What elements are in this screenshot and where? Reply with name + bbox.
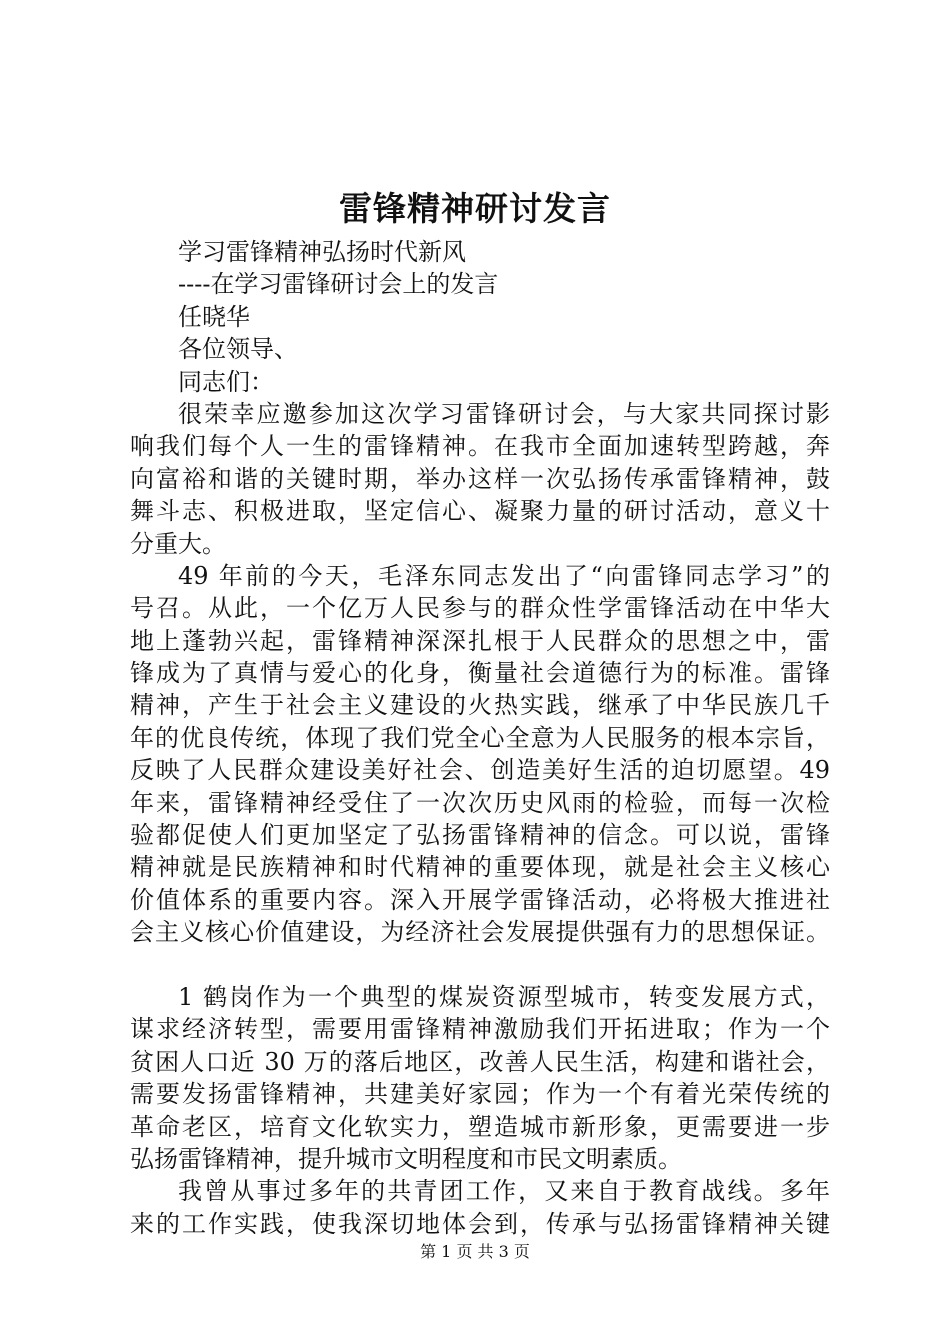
paragraph-line: 49 年前的今天，毛泽东同志发出了“向雷锋同志学习”的 xyxy=(178,561,830,590)
paragraph-line: 贫困人口近 30 万的落后地区，改善人民生活，构建和谐社会， xyxy=(130,1047,830,1076)
paragraph-line: 地上蓬勃兴起，雷锋精神深深扎根于人民群众的思想之中，雷 xyxy=(130,626,830,655)
paragraph-line: 验都促使人们更加坚定了弘扬雷锋精神的信念。可以说，雷锋 xyxy=(130,821,830,850)
paragraph-line: 弘扬雷锋精神，提升城市文明程度和市民文明素质。 xyxy=(130,1144,682,1173)
paragraph-line: 革命老区，培育文化软实力，塑造城市新形象，更需要进一步 xyxy=(130,1112,830,1141)
paragraph-line: 很荣幸应邀参加这次学习雷锋研讨会，与大家共同探讨影 xyxy=(178,399,830,428)
document-body xyxy=(130,236,830,1240)
paragraph-line: 向富裕和谐的关键时期，举办这样一次弘扬传承雷锋精神，鼓 xyxy=(130,464,830,493)
paragraph-line: 谋求经济转型，需要用雷锋精神激励我们开拓进取；作为一个 xyxy=(130,1015,830,1044)
paragraph-line: 我曾从事过多年的共青团工作，又来自于教育战线。多年 xyxy=(178,1177,830,1206)
paragraph-line: 年来，雷锋精神经受住了一次次历史风雨的检验，而每一次检 xyxy=(130,788,830,817)
paragraph-line: 来的工作实践，使我深切地体会到，传承与弘扬雷锋精神关键 xyxy=(130,1209,830,1238)
paragraph-line: 响我们每个人一生的雷锋精神。在我市全面加速转型跨越，奔 xyxy=(130,432,830,461)
paragraph-line: 精神，产生于社会主义建设的火热实践，继承了中华民族几千 xyxy=(130,691,830,720)
salutation-line: 同志们： xyxy=(178,367,274,396)
page-footer: 第 1 页 共 3 页 xyxy=(420,1242,530,1261)
paragraph-line: 舞斗志、积极进取，坚定信心、凝聚力量的研讨活动，意义十 xyxy=(130,497,830,526)
paragraph-line: 锋成为了真情与爱心的化身，衡量社会道德行为的标准。雷锋 xyxy=(130,659,830,688)
paragraph-line: 反映了人民群众建设美好社会、创造美好生活的迫切愿望。49 xyxy=(130,756,830,785)
paragraph-line: 号召。从此，一个亿万人民参与的群众性学雷锋活动在中华大 xyxy=(130,594,830,623)
paragraph-line: 价值体系的重要内容。深入开展学雷锋活动，必将极大推进社 xyxy=(130,885,830,914)
subtitle-line: 学习雷锋精神弘扬时代新风 xyxy=(178,238,466,266)
paragraph-line: 年的优良传统，体现了我们党全心全意为人民服务的根本宗旨， xyxy=(130,723,830,752)
blank-line xyxy=(130,949,830,981)
paragraph-line: 分重大。 xyxy=(130,529,226,558)
author-line: 任晓华 xyxy=(178,302,250,331)
salutation-line: 各位领导、 xyxy=(178,335,298,364)
document-title: 雷锋精神研讨发言 xyxy=(339,189,611,228)
paragraph-line: 会主义核心价值建设，为经济社会发展提供强有力的思想保证。 xyxy=(130,918,830,947)
paragraph-line: 需要发扬雷锋精神，共建美好家园；作为一个有着光荣传统的 xyxy=(130,1080,830,1109)
paragraph-line: 精神就是民族精神和时代精神的重要体现，就是社会主义核心 xyxy=(130,853,830,882)
paragraph-line: 1 鹤岗作为一个典型的煤炭资源型城市，转变发展方式， xyxy=(178,982,830,1011)
subtitle-line: ----在学习雷锋研讨会上的发言 xyxy=(178,270,499,299)
